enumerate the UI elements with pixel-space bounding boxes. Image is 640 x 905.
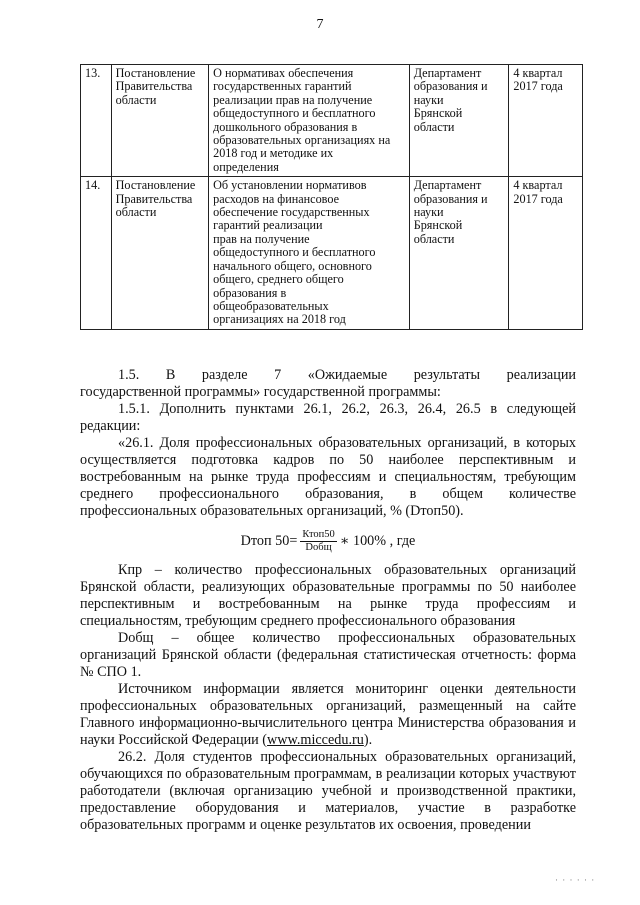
row-number: 13. (81, 65, 112, 177)
paragraph-26-1: «26.1. Доля профессиональных образовательных организаций, в которых осуществляется подготовка кадров по 50 наиболее перспективным и востребованным на рынке труда профессиям и специальностям, требующим среднего профессионального образования, в общем количестве профессиональных образовательных организаций, % (Dтоп50). (80, 435, 576, 519)
formula-fraction (300, 529, 336, 554)
row-number: 14. (81, 177, 112, 329)
document-body (80, 367, 576, 834)
deadline: 4 квартал 2017 года (509, 65, 583, 177)
formula (80, 522, 576, 560)
miccedu-link[interactable]: www.miccedu.ru (267, 732, 364, 748)
paragraph-1-5-cont: государственной программы» государственной программы: (80, 384, 441, 400)
document-title: Об установлении нормативов расходов на финансовое обеспечение государственных гарантий реализации прав на получение общедоступного и бесплатного начального общего, основного общего, среднего общего образования в общеобразовательных организациях на 2018 год (209, 177, 410, 329)
source-text-end: ). (363, 732, 373, 748)
definition-dobsch: Dобщ – общее количество профессиональных образовательных организаций Брянской области (федеральная статистическая отчетность: форма № СПО 1. (80, 630, 576, 680)
responsible-department: Департамент образования и науки Брянской области (409, 177, 509, 329)
definition-kpr: Кпр – количество профессиональных образовательных организаций Брянской области, реализующих образовательные программы по 50 наиболее перспективным и востребованным на рынке труда профессиям и специальностям, требующим среднего профессионального образования (80, 562, 576, 629)
formula-numerator: Ктоп50 (302, 528, 335, 540)
deadline: 4 квартал 2017 года (509, 177, 583, 329)
document-type: Постановление Правительства области (111, 65, 208, 177)
documents-table (80, 64, 583, 330)
paragraph-1-5-1-cont: редакции: (80, 418, 141, 434)
document-type: Постановление Правительства области (111, 177, 208, 329)
formula-denominator: Dобщ (305, 541, 332, 553)
responsible-department: Департамент образования и науки Брянской области (409, 65, 509, 177)
formula-left: Dтоп 50= (240, 532, 298, 549)
paragraph-source (80, 681, 576, 749)
document-title: О нормативах обеспечения государственных гарантий реализации прав на получение общедоступного и бесплатного дошкольного образования в образовательных организациях на 2018 год и методике их определения (209, 65, 410, 177)
source-text: Источником информации является мониторинг оценки деятельности профессиональных образовательных организаций, размещенный на сайте Главного информационно-вычислительного центра Министерства образования и науки Российской Федерации ( (80, 681, 576, 748)
page-number: 7 (316, 17, 324, 32)
scan-artifact: · · · · · · (555, 875, 596, 885)
paragraph-1-5-1: 1.5.1. Дополнить пунктами 26.1, 26.2, 26.3, 26.4, 26.5 в следующей (118, 401, 576, 417)
paragraph-26-2: 26.2. Доля студентов профессиональных образовательных организаций, обучающихся по образовательным программам, в реализации которых участвуют работодатели (включая организацию учебной и производственной практики, предоставление оборудования и материалов, участие в разработке образовательных программ и оценке результатов их освоения, проведении (80, 749, 576, 833)
formula-right: ∗ 100% , где (339, 532, 416, 549)
table-row (81, 177, 583, 329)
paragraph-1-5: 1.5. В разделе 7 «Ожидаемые результаты реализации (118, 367, 576, 383)
table-row (81, 65, 583, 177)
